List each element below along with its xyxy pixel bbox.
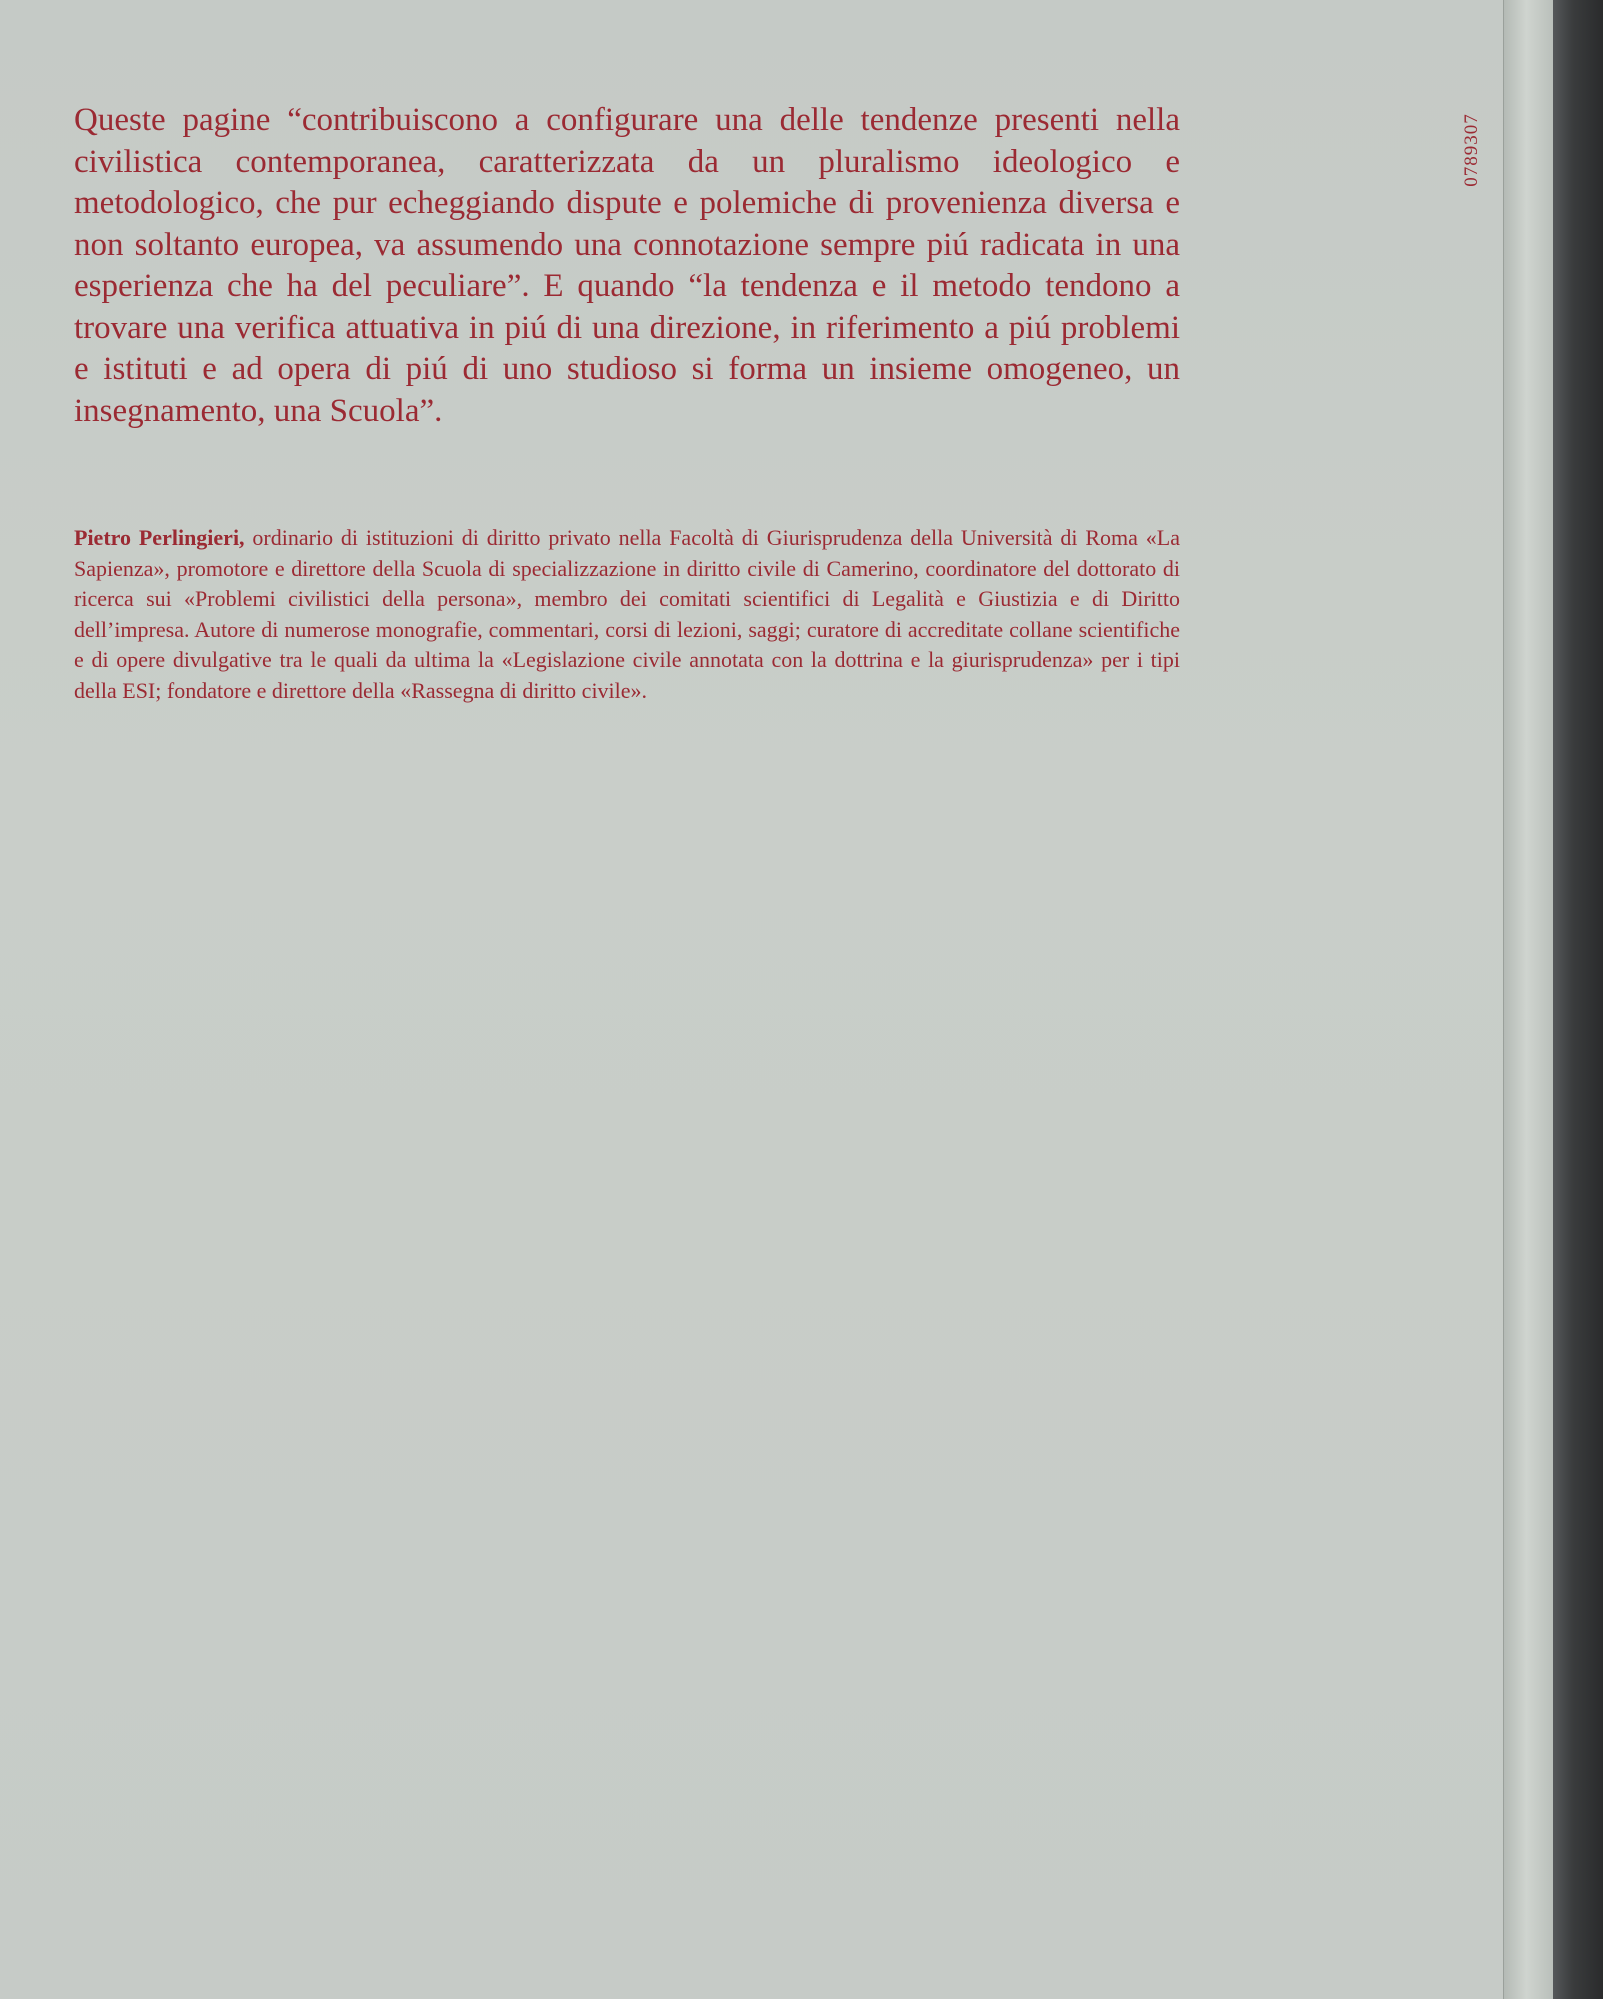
author-name: Pietro Perlingieri,	[74, 525, 245, 550]
background-edge	[1553, 0, 1603, 1999]
author-bio	[74, 523, 1180, 706]
author-bio-text: ordinario di istituzioni di diritto privato nella Facoltà di Giurisprudenza della Università di Roma «La Sapienza», promotore e direttore della Scuola di specializzazione in diritto civile di Camerino, coordinatore del dottorato di ricerca sui «Problemi civilistici della persona», membro dei comitati scientifici di Legalità e Giustizia e di Diritto dell’impresa. Autore di numerose monografie, commentari, corsi di lezioni, saggi; curatore di accreditate collane scientifiche e di opere divulgative tra le quali da ultima la «Legislazione civile annotata con la dottrina e la giurisprudenza» per i tipi della ESI; fondatore e direttore della «Rassegna di diritto civile».	[74, 525, 1180, 703]
blurb-paragraph: Queste pagine “contribuiscono a configurare una delle tendenze presenti nella civilistica contemporanea, caratterizzata da un pluralismo ideologico e metodologico, che pur echeggiando dispute e polemiche di provenienza diversa e non soltanto europea, va assumendo una connotazione sempre piú radicata in una esperienza che ha del peculiare”. E quando “la tendenza e il metodo tendono a trovare una verifica attuativa in piú di una direzione, in riferimento a piú problemi e istituti e ad opera di piú di uno studioso si forma un insieme omogeneo, un insegnamento, una Scuola”.	[74, 102, 1180, 429]
catalog-code: 0789307	[1461, 113, 1482, 187]
spine-edge	[1503, 0, 1554, 1999]
